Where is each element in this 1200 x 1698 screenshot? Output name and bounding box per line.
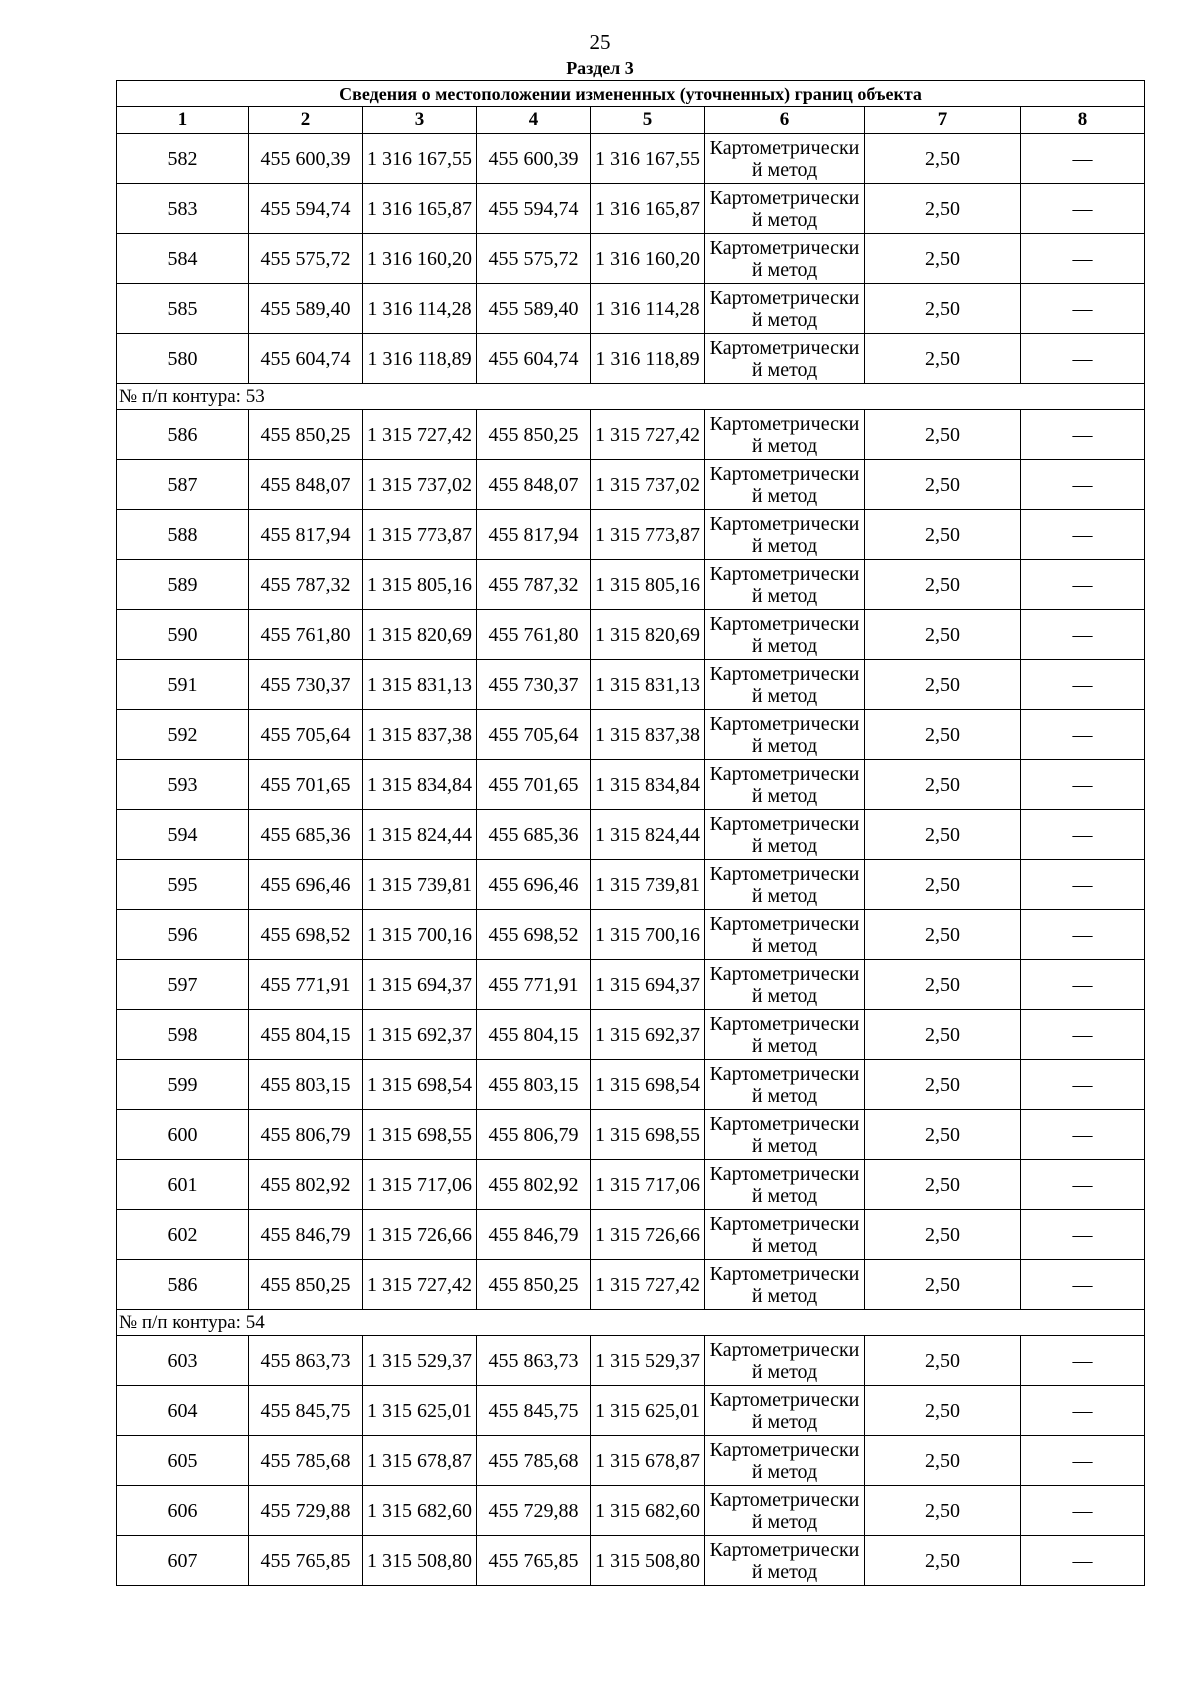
method-cell: Картометрически й метод	[705, 1486, 865, 1536]
x-new-cell: 455 575,72	[477, 234, 591, 284]
method-cell: Картометрически й метод	[705, 134, 865, 184]
x-new-cell: 455 589,40	[477, 284, 591, 334]
x-new-cell: 455 817,94	[477, 510, 591, 560]
column-number: 8	[1021, 107, 1145, 134]
method-cell: Картометрически й метод	[705, 1210, 865, 1260]
x-new-cell: 455 685,36	[477, 810, 591, 860]
point-number-cell: 594	[117, 810, 249, 860]
y-new-cell: 1 315 727,42	[591, 410, 705, 460]
accuracy-cell: 2,50	[865, 760, 1021, 810]
description-cell: —	[1021, 560, 1145, 610]
method-cell: Картометрически й метод	[705, 910, 865, 960]
x-new-cell: 455 696,46	[477, 860, 591, 910]
point-number-cell: 580	[117, 334, 249, 384]
y-new-cell: 1 315 682,60	[591, 1486, 705, 1536]
point-number-cell: 598	[117, 1010, 249, 1060]
accuracy-cell: 2,50	[865, 1060, 1021, 1110]
table-row	[117, 284, 1145, 334]
accuracy-cell: 2,50	[865, 284, 1021, 334]
method-cell: Картометрически й метод	[705, 1386, 865, 1436]
y-old-cell: 1 316 167,55	[363, 134, 477, 184]
accuracy-cell: 2,50	[865, 960, 1021, 1010]
y-new-cell: 1 315 694,37	[591, 960, 705, 1010]
point-number-cell: 585	[117, 284, 249, 334]
accuracy-cell: 2,50	[865, 134, 1021, 184]
table-row	[117, 710, 1145, 760]
column-number-row	[117, 107, 1145, 134]
y-new-cell: 1 315 678,87	[591, 1436, 705, 1486]
x-new-cell: 455 863,73	[477, 1336, 591, 1386]
method-cell: Картометрически й метод	[705, 1260, 865, 1310]
accuracy-cell: 2,50	[865, 1536, 1021, 1586]
table-row	[117, 610, 1145, 660]
y-old-cell: 1 315 698,54	[363, 1060, 477, 1110]
column-number: 6	[705, 107, 865, 134]
y-old-cell: 1 315 529,37	[363, 1336, 477, 1386]
description-cell: —	[1021, 334, 1145, 384]
method-cell: Картометрически й метод	[705, 1436, 865, 1486]
accuracy-cell: 2,50	[865, 1260, 1021, 1310]
x-new-cell: 455 802,92	[477, 1160, 591, 1210]
x-old-cell: 455 785,68	[249, 1436, 363, 1486]
method-cell: Картометрически й метод	[705, 810, 865, 860]
method-cell: Картометрически й метод	[705, 234, 865, 284]
accuracy-cell: 2,50	[865, 184, 1021, 234]
y-new-cell: 1 315 726,66	[591, 1210, 705, 1260]
x-old-cell: 455 771,91	[249, 960, 363, 1010]
method-cell: Картометрически й метод	[705, 960, 865, 1010]
method-cell: Картометрически й метод	[705, 410, 865, 460]
x-old-cell: 455 705,64	[249, 710, 363, 760]
description-cell: —	[1021, 460, 1145, 510]
y-old-cell: 1 316 160,20	[363, 234, 477, 284]
table-row	[117, 1110, 1145, 1160]
y-old-cell: 1 315 508,80	[363, 1536, 477, 1586]
x-old-cell: 455 765,85	[249, 1536, 363, 1586]
point-number-cell: 596	[117, 910, 249, 960]
description-cell: —	[1021, 1160, 1145, 1210]
table-row	[117, 960, 1145, 1010]
accuracy-cell: 2,50	[865, 410, 1021, 460]
x-old-cell: 455 806,79	[249, 1110, 363, 1160]
y-old-cell: 1 315 837,38	[363, 710, 477, 760]
x-new-cell: 455 804,15	[477, 1010, 591, 1060]
table-row	[117, 860, 1145, 910]
y-new-cell: 1 315 508,80	[591, 1536, 705, 1586]
y-new-cell: 1 315 824,44	[591, 810, 705, 860]
table-row	[117, 1060, 1145, 1110]
method-cell: Картометрически й метод	[705, 1160, 865, 1210]
method-cell: Картометрически й метод	[705, 760, 865, 810]
y-new-cell: 1 316 118,89	[591, 334, 705, 384]
x-new-cell: 455 730,37	[477, 660, 591, 710]
description-cell: —	[1021, 1110, 1145, 1160]
y-old-cell: 1 315 737,02	[363, 460, 477, 510]
column-number: 3	[363, 107, 477, 134]
table-row	[117, 234, 1145, 284]
x-new-cell: 455 594,74	[477, 184, 591, 234]
y-new-cell: 1 316 165,87	[591, 184, 705, 234]
y-new-cell: 1 315 773,87	[591, 510, 705, 560]
table-row	[117, 510, 1145, 560]
table-row	[117, 1160, 1145, 1210]
y-old-cell: 1 316 114,28	[363, 284, 477, 334]
table-row	[117, 334, 1145, 384]
accuracy-cell: 2,50	[865, 1210, 1021, 1260]
x-new-cell: 455 705,64	[477, 710, 591, 760]
y-new-cell: 1 316 160,20	[591, 234, 705, 284]
table-caption: Сведения о местоположении измененных (уточненных) границ объекта	[117, 81, 1145, 107]
table-row	[117, 460, 1145, 510]
y-new-cell: 1 315 698,54	[591, 1060, 705, 1110]
x-new-cell: 455 761,80	[477, 610, 591, 660]
y-old-cell: 1 315 824,44	[363, 810, 477, 860]
column-number: 4	[477, 107, 591, 134]
y-new-cell: 1 315 700,16	[591, 910, 705, 960]
x-old-cell: 455 850,25	[249, 1260, 363, 1310]
accuracy-cell: 2,50	[865, 1486, 1021, 1536]
table-row	[117, 1336, 1145, 1386]
y-new-cell: 1 316 114,28	[591, 284, 705, 334]
point-number-cell: 583	[117, 184, 249, 234]
y-old-cell: 1 315 739,81	[363, 860, 477, 910]
x-new-cell: 455 604,74	[477, 334, 591, 384]
accuracy-cell: 2,50	[865, 810, 1021, 860]
method-cell: Картометрически й метод	[705, 460, 865, 510]
point-number-cell: 606	[117, 1486, 249, 1536]
y-old-cell: 1 315 773,87	[363, 510, 477, 560]
method-cell: Картометрически й метод	[705, 184, 865, 234]
description-cell: —	[1021, 1260, 1145, 1310]
x-old-cell: 455 730,37	[249, 660, 363, 710]
y-old-cell: 1 315 726,66	[363, 1210, 477, 1260]
description-cell: —	[1021, 234, 1145, 284]
y-new-cell: 1 315 625,01	[591, 1386, 705, 1436]
x-old-cell: 455 850,25	[249, 410, 363, 460]
accuracy-cell: 2,50	[865, 460, 1021, 510]
description-cell: —	[1021, 1436, 1145, 1486]
point-number-cell: 587	[117, 460, 249, 510]
method-cell: Картометрически й метод	[705, 1536, 865, 1586]
description-cell: —	[1021, 910, 1145, 960]
y-new-cell: 1 315 727,42	[591, 1260, 705, 1310]
y-old-cell: 1 315 820,69	[363, 610, 477, 660]
description-cell: —	[1021, 810, 1145, 860]
x-old-cell: 455 589,40	[249, 284, 363, 334]
y-old-cell: 1 315 692,37	[363, 1010, 477, 1060]
point-number-cell: 597	[117, 960, 249, 1010]
method-cell: Картометрически й метод	[705, 610, 865, 660]
x-new-cell: 455 846,79	[477, 1210, 591, 1260]
table-row	[117, 560, 1145, 610]
x-old-cell: 455 729,88	[249, 1486, 363, 1536]
point-number-cell: 607	[117, 1536, 249, 1586]
x-old-cell: 455 701,65	[249, 760, 363, 810]
point-number-cell: 605	[117, 1436, 249, 1486]
description-cell: —	[1021, 660, 1145, 710]
x-new-cell: 455 845,75	[477, 1386, 591, 1436]
column-number: 1	[117, 107, 249, 134]
point-number-cell: 599	[117, 1060, 249, 1110]
x-new-cell: 455 785,68	[477, 1436, 591, 1486]
accuracy-cell: 2,50	[865, 660, 1021, 710]
point-number-cell: 589	[117, 560, 249, 610]
point-number-cell: 590	[117, 610, 249, 660]
x-new-cell: 455 848,07	[477, 460, 591, 510]
accuracy-cell: 2,50	[865, 334, 1021, 384]
x-new-cell: 455 600,39	[477, 134, 591, 184]
method-cell: Картометрически й метод	[705, 1060, 865, 1110]
point-number-cell: 582	[117, 134, 249, 184]
description-cell: —	[1021, 610, 1145, 660]
contour-header-row	[117, 1310, 1145, 1336]
contour-header-row	[117, 384, 1145, 410]
accuracy-cell: 2,50	[865, 1160, 1021, 1210]
accuracy-cell: 2,50	[865, 1436, 1021, 1486]
table-row	[117, 810, 1145, 860]
y-old-cell: 1 316 118,89	[363, 334, 477, 384]
y-old-cell: 1 315 678,87	[363, 1436, 477, 1486]
y-new-cell: 1 315 837,38	[591, 710, 705, 760]
y-new-cell: 1 315 834,84	[591, 760, 705, 810]
x-old-cell: 455 817,94	[249, 510, 363, 560]
table-row	[117, 1260, 1145, 1310]
description-cell: —	[1021, 1536, 1145, 1586]
table-row	[117, 760, 1145, 810]
x-new-cell: 455 698,52	[477, 910, 591, 960]
accuracy-cell: 2,50	[865, 1110, 1021, 1160]
section-title: Раздел 3	[566, 58, 634, 78]
table-body	[117, 134, 1145, 1586]
description-cell: —	[1021, 1336, 1145, 1386]
y-old-cell: 1 315 694,37	[363, 960, 477, 1010]
method-cell: Картометрически й метод	[705, 510, 865, 560]
method-cell: Картометрически й метод	[705, 284, 865, 334]
y-old-cell: 1 315 805,16	[363, 560, 477, 610]
y-old-cell: 1 315 727,42	[363, 410, 477, 460]
point-number-cell: 601	[117, 1160, 249, 1210]
method-cell: Картометрически й метод	[705, 1336, 865, 1386]
x-old-cell: 455 803,15	[249, 1060, 363, 1110]
column-number: 5	[591, 107, 705, 134]
y-new-cell: 1 315 739,81	[591, 860, 705, 910]
x-old-cell: 455 848,07	[249, 460, 363, 510]
point-number-cell: 584	[117, 234, 249, 284]
y-old-cell: 1 315 682,60	[363, 1486, 477, 1536]
description-cell: —	[1021, 510, 1145, 560]
x-new-cell: 455 701,65	[477, 760, 591, 810]
description-cell: —	[1021, 860, 1145, 910]
method-cell: Картометрически й метод	[705, 334, 865, 384]
y-new-cell: 1 315 692,37	[591, 1010, 705, 1060]
description-cell: —	[1021, 284, 1145, 334]
x-old-cell: 455 575,72	[249, 234, 363, 284]
description-cell: —	[1021, 960, 1145, 1010]
description-cell: —	[1021, 1486, 1145, 1536]
description-cell: —	[1021, 184, 1145, 234]
point-number-cell: 588	[117, 510, 249, 560]
accuracy-cell: 2,50	[865, 234, 1021, 284]
y-new-cell: 1 315 698,55	[591, 1110, 705, 1160]
table-row	[117, 1486, 1145, 1536]
y-new-cell: 1 315 805,16	[591, 560, 705, 610]
x-old-cell: 455 685,36	[249, 810, 363, 860]
method-cell: Картометрически й метод	[705, 560, 865, 610]
point-number-cell: 592	[117, 710, 249, 760]
column-number: 2	[249, 107, 363, 134]
accuracy-cell: 2,50	[865, 510, 1021, 560]
accuracy-cell: 2,50	[865, 710, 1021, 760]
y-new-cell: 1 315 831,13	[591, 660, 705, 710]
x-new-cell: 455 771,91	[477, 960, 591, 1010]
x-new-cell: 455 803,15	[477, 1060, 591, 1110]
method-cell: Картометрически й метод	[705, 660, 865, 710]
table-row	[117, 910, 1145, 960]
y-new-cell: 1 315 529,37	[591, 1336, 705, 1386]
accuracy-cell: 2,50	[865, 1010, 1021, 1060]
x-old-cell: 455 804,15	[249, 1010, 363, 1060]
y-old-cell: 1 315 727,42	[363, 1260, 477, 1310]
contour-label: № п/п контура: 54	[117, 1310, 1145, 1336]
boundary-coordinates-table	[116, 80, 1145, 1586]
column-number: 7	[865, 107, 1021, 134]
y-old-cell: 1 315 831,13	[363, 660, 477, 710]
x-old-cell: 455 600,39	[249, 134, 363, 184]
table-row	[117, 134, 1145, 184]
y-new-cell: 1 315 717,06	[591, 1160, 705, 1210]
point-number-cell: 603	[117, 1336, 249, 1386]
page-number: 25	[589, 30, 611, 54]
point-number-cell: 593	[117, 760, 249, 810]
contour-label: № п/п контура: 53	[117, 384, 1145, 410]
y-old-cell: 1 315 834,84	[363, 760, 477, 810]
description-cell: —	[1021, 410, 1145, 460]
description-cell: —	[1021, 1010, 1145, 1060]
point-number-cell: 591	[117, 660, 249, 710]
table-row	[117, 1386, 1145, 1436]
x-new-cell: 455 765,85	[477, 1536, 591, 1586]
description-cell: —	[1021, 1386, 1145, 1436]
x-old-cell: 455 604,74	[249, 334, 363, 384]
x-new-cell: 455 787,32	[477, 560, 591, 610]
table-row	[117, 1210, 1145, 1260]
accuracy-cell: 2,50	[865, 610, 1021, 660]
description-cell: —	[1021, 134, 1145, 184]
x-new-cell: 455 850,25	[477, 1260, 591, 1310]
point-number-cell: 595	[117, 860, 249, 910]
y-old-cell: 1 315 698,55	[363, 1110, 477, 1160]
method-cell: Картометрически й метод	[705, 1010, 865, 1060]
table-row	[117, 1536, 1145, 1586]
x-old-cell: 455 863,73	[249, 1336, 363, 1386]
point-number-cell: 602	[117, 1210, 249, 1260]
x-old-cell: 455 698,52	[249, 910, 363, 960]
table-row	[117, 1436, 1145, 1486]
x-old-cell: 455 787,32	[249, 560, 363, 610]
x-old-cell: 455 846,79	[249, 1210, 363, 1260]
table-row	[117, 410, 1145, 460]
table-row	[117, 1010, 1145, 1060]
y-old-cell: 1 315 625,01	[363, 1386, 477, 1436]
x-new-cell: 455 806,79	[477, 1110, 591, 1160]
point-number-cell: 600	[117, 1110, 249, 1160]
x-old-cell: 455 761,80	[249, 610, 363, 660]
accuracy-cell: 2,50	[865, 1336, 1021, 1386]
y-old-cell: 1 316 165,87	[363, 184, 477, 234]
accuracy-cell: 2,50	[865, 860, 1021, 910]
y-new-cell: 1 316 167,55	[591, 134, 705, 184]
point-number-cell: 586	[117, 410, 249, 460]
method-cell: Картометрически й метод	[705, 860, 865, 910]
y-new-cell: 1 315 737,02	[591, 460, 705, 510]
x-old-cell: 455 845,75	[249, 1386, 363, 1436]
description-cell: —	[1021, 710, 1145, 760]
y-new-cell: 1 315 820,69	[591, 610, 705, 660]
accuracy-cell: 2,50	[865, 1386, 1021, 1436]
y-old-cell: 1 315 700,16	[363, 910, 477, 960]
point-number-cell: 586	[117, 1260, 249, 1310]
table-row	[117, 660, 1145, 710]
accuracy-cell: 2,50	[865, 560, 1021, 610]
x-old-cell: 455 594,74	[249, 184, 363, 234]
x-old-cell: 455 802,92	[249, 1160, 363, 1210]
description-cell: —	[1021, 1060, 1145, 1110]
x-old-cell: 455 696,46	[249, 860, 363, 910]
y-old-cell: 1 315 717,06	[363, 1160, 477, 1210]
point-number-cell: 604	[117, 1386, 249, 1436]
method-cell: Картометрически й метод	[705, 1110, 865, 1160]
table-row	[117, 184, 1145, 234]
x-new-cell: 455 729,88	[477, 1486, 591, 1536]
accuracy-cell: 2,50	[865, 910, 1021, 960]
description-cell: —	[1021, 1210, 1145, 1260]
description-cell: —	[1021, 760, 1145, 810]
method-cell: Картометрически й метод	[705, 710, 865, 760]
x-new-cell: 455 850,25	[477, 410, 591, 460]
